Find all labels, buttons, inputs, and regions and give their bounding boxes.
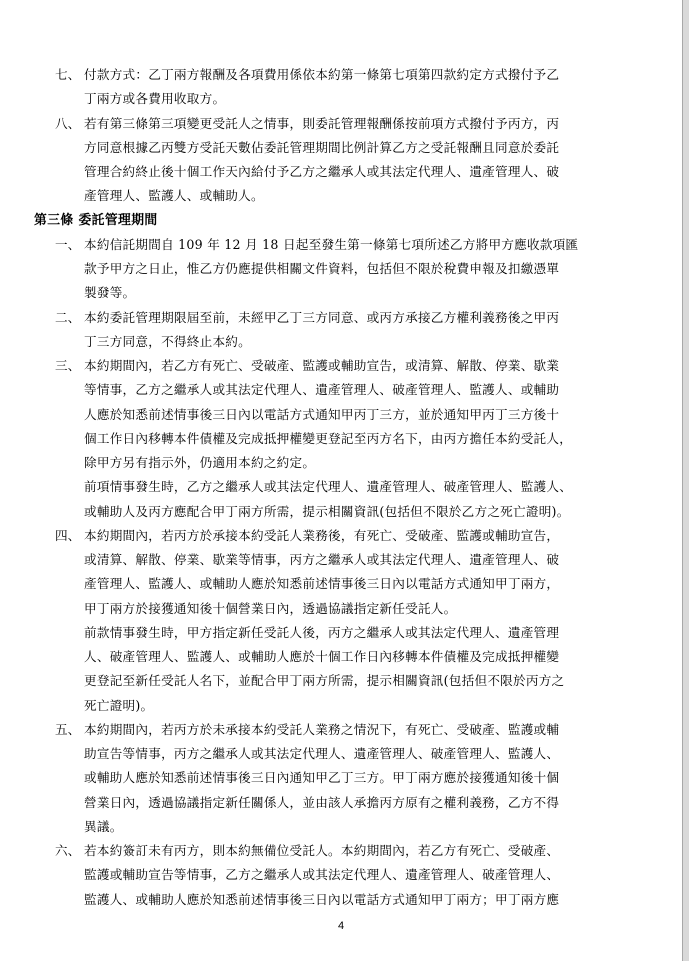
clause-text-line: 丁三方同意，不得終止本約。: [84, 333, 251, 349]
page-number: 4: [337, 920, 345, 932]
clause-marker: 七、: [55, 67, 81, 82]
clause-marker: 六、: [55, 843, 81, 858]
clause-text-line: 本約委託管理期限屆至前，未經甲乙丁三方同意、或丙方承接乙方權利義務後之甲丙: [84, 309, 560, 325]
clause-text-line: 本約信託期間自 109 年 12 月 18 日起至發生第一條第七項所述乙方將甲方應收款項匯: [84, 236, 579, 252]
clause-marker: 五、: [55, 721, 81, 737]
clause-text-line: 更登記至新任受託人名下，並配合甲丁兩方所需，提示相關資訊(包括但不限於丙方之: [84, 673, 565, 689]
clause-text-line: 產管理人、監護人、或輔助人。: [84, 188, 264, 204]
clause-text-line: 付款方式：乙丁兩方報酬及各項費用係依本約第一條第七項第四款約定方式撥付予乙: [84, 67, 560, 82]
clause-text-line: 款予甲方之日止，惟乙方仍應提供相關文件資料，包括但不限於稅費申報及扣繳憑單: [84, 261, 560, 276]
clause-text-line: 甲丁兩方於接獲通知後十個營業日內，透過協議指定新任受託人。: [84, 600, 457, 616]
clause-text-line: 異議。: [84, 818, 123, 834]
clause-text-line: 丁兩方或各費用收取方。: [84, 91, 226, 107]
clause-text-line: 監護或輔助宣告等情事，乙方之繼承人或其法定代理人、遺產管理人、破產管理人、: [84, 867, 560, 883]
clause-text-line: 本約期間內，若丙方於承接本約受託人業務後，有死亡、受破產、監護或輔助宣告，: [84, 527, 560, 543]
clause-marker: 二、: [55, 309, 81, 325]
vertical-scrollbar[interactable]: [682, 0, 689, 961]
clause-text-line: 前款情事發生時，甲方指定新任受託人後，丙方之繼承人或其法定代理人、遺產管理: [84, 624, 560, 640]
clause-text-line: 本約期間內，若乙方有死亡、受破產、監護或輔助宣告，或清算、解散、停業、歇業: [84, 358, 560, 373]
clause-marker: 三、: [55, 358, 81, 373]
clause-text-line: 個工作日內移轉本件債權及完成抵押權變更登記至丙方名下，由丙方擔任本約受託人，: [84, 430, 573, 446]
clause-text-line: 若有第三條第三項變更受託人之情事，則委託管理報酬係按前項方式撥付予丙方，丙: [84, 115, 560, 131]
clause-text-line: 方同意根據乙丙雙方受託天數佔委託管理期間比例計算乙方之受託報酬且同意於委託: [84, 139, 560, 155]
clause-text-line: 或輔助人及丙方應配合甲丁兩方所需，提示相關資訊(包括但不限於乙方之死亡證明)。: [84, 503, 570, 519]
section-heading: 第三條 委託管理期間: [34, 212, 158, 228]
clause-text-line: 人應於知悉前述情事後三日內以電話方式通知甲丙丁三方，並於通知甲丙丁三方後十: [84, 406, 560, 422]
clause-text-line: 死亡證明)。: [84, 697, 154, 713]
clause-text-line: 製發等。: [84, 285, 136, 301]
clause-text-line: 人、破產管理人、監護人、或輔助人應於十個工作日內移轉本件債權及完成抵押權變: [84, 649, 560, 664]
clause-marker: 四、: [55, 527, 81, 543]
clause-text-line: 監護人、或輔助人應於知悉前述情事後三日內以電話方式通知甲丁兩方；甲丁兩方應: [84, 891, 560, 907]
clause-text-line: 或輔助人應於知悉前述情事後三日內通知甲乙丁三方。甲丁兩方應於接獲通知後十個: [84, 770, 560, 786]
clause-marker: 八、: [55, 115, 81, 131]
clause-text-line: 助宣告等情事，丙方之繼承人或其法定代理人、遺產管理人、破產管理人、監護人、: [84, 746, 560, 761]
clause-text-line: 營業日內，透過協議指定新任關係人，並由該人承擔丙方原有之權利義務，乙方不得: [84, 794, 560, 810]
clause-text-line: 若本約簽訂未有丙方，則本約無備位受託人。本約期間內，若乙方有死亡、受破產、: [84, 843, 560, 858]
clause-text-line: 等情事，乙方之繼承人或其法定代理人、遺產管理人、破產管理人、監護人、或輔助: [84, 382, 560, 398]
clause-text-line: 管理合約終止後十個工作天內給付予乙方之繼承人或其法定代理人、遺產管理人、破: [84, 164, 560, 179]
clause-marker: 一、: [55, 236, 81, 252]
clause-text-line: 或清算、解散、停業、歇業等情事，丙方之繼承人或其法定代理人、遺產管理人、破: [84, 552, 560, 567]
clause-text-line: 產管理人、監護人、或輔助人應於知悉前述情事後三日內以電話方式通知甲丁兩方，: [84, 576, 560, 592]
clause-text-line: 本約期間內，若丙方於未承接本約受託人業務之情況下，有死亡、受破產、監護或輔: [84, 721, 560, 737]
clause-text-line: 除甲方另有指示外，仍適用本約之約定。: [84, 455, 316, 470]
clause-text-line: 前項情事發生時，乙方之繼承人或其法定代理人、遺產管理人、破產管理人、監護人、: [84, 479, 573, 495]
